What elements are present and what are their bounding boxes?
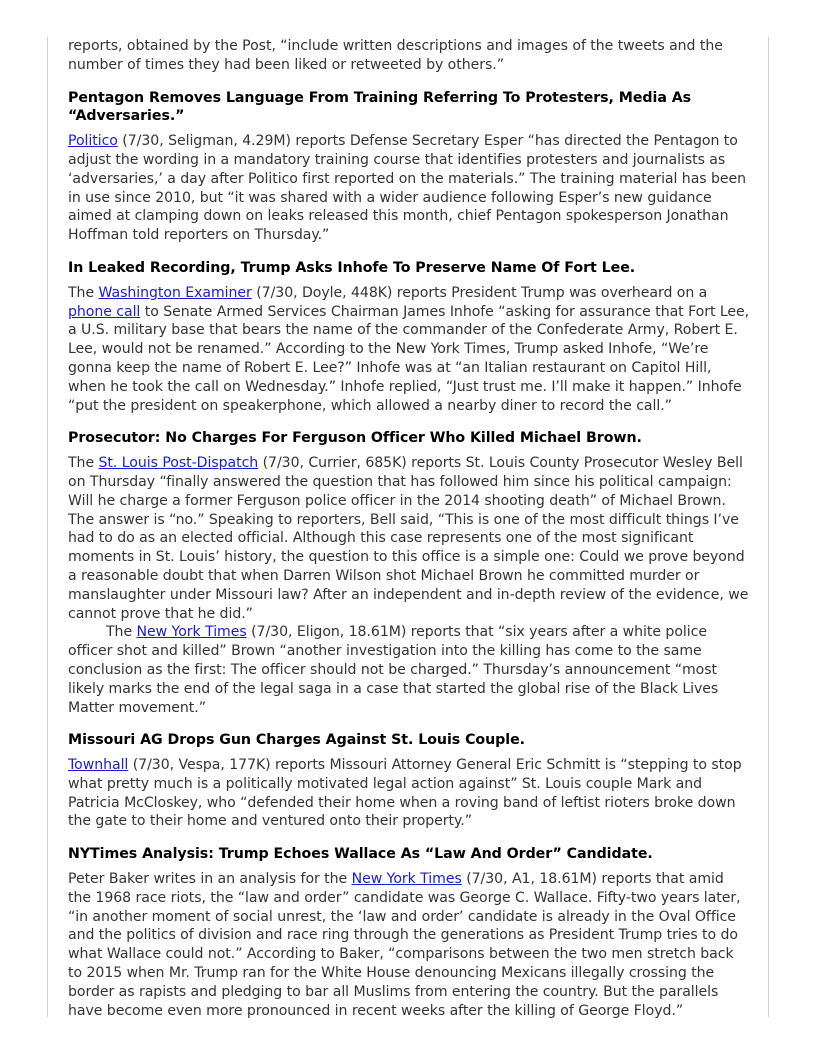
paragraph-text: Peter Baker writes in an analysis for the xyxy=(68,871,352,888)
paragraph-text: (7/30, Seligman, 4.29M) reports Defense Secretary Esper “has directed the Pentagon to adjust the wording in a mandatory training course that identifies protesters and journalists as ‘adversaries,’ a day after Politico first reported on the materials.” The training material has been in use since 2010, but “it was shared with a wider audience following Esper’s new guidance aimed at clamping down on leaks released this month, chief Pentagon spokesperson Jonathan Hoffman told reporters on Thursday.” xyxy=(68,133,747,244)
paragraph-text: (7/30, Eligon, 18.61M) reports that “six years after a white police officer shot and killed” Brown “another investigation into the killing has come to the same conclusion as the first: The officer should not be charged.” Thursday’s announcement “most likely marks the end of the legal saga in a case that started the global rise of the Black Lives Matter movement.” xyxy=(68,624,719,716)
source-link-new-york-times[interactable]: New York Times xyxy=(351,871,462,888)
article-pentagon-training xyxy=(68,89,750,245)
article-headline: In Leaked Recording, Trump Asks Inhofe To Preserve Name Of Fort Lee. xyxy=(68,259,636,276)
phone-call-link[interactable]: phone call xyxy=(68,303,141,320)
article-headline: NYTimes Analysis: Trump Echoes Wallace As “Law And Order” Candidate. xyxy=(68,846,653,863)
paragraph-text: The xyxy=(68,284,99,301)
article-ferguson xyxy=(68,429,750,717)
article-paragraph xyxy=(68,132,750,245)
article-fort-lee xyxy=(68,259,750,415)
source-link-new-york-times[interactable]: New York Times xyxy=(136,624,247,641)
paragraph-text: (7/30, Doyle, 448K) reports President Trump was overheard on a xyxy=(251,284,708,301)
article-headline: Pentagon Removes Language From Training Referring To Protesters, Media As “Adversaries.” xyxy=(68,89,692,125)
article-headline: Prosecutor: No Charges For Ferguson Officer Who Killed Michael Brown. xyxy=(68,430,642,447)
article-paragraph xyxy=(68,284,750,416)
paragraph-text: The xyxy=(106,624,137,641)
paragraph-text: The xyxy=(68,455,99,472)
article-paragraph xyxy=(68,870,750,1020)
source-link-townhall[interactable]: Townhall xyxy=(68,757,129,774)
article-paragraph xyxy=(68,756,750,831)
source-link-st-louis-post-dispatch[interactable]: St. Louis Post-Dispatch xyxy=(98,455,259,472)
source-link-washington-examiner[interactable]: Washington Examiner xyxy=(98,284,252,301)
paragraph-text: to Senate Armed Services Chairman James Inhofe “asking for assurance that Fort Lee, a U.S. military base that bears the name of the commander of the Confederate Army, Robert E. Lee, would not be renamed.” According to the New York Times, Trump asked Inhofe, “We’re gonna keep the name of Robert E. Lee?” Inhofe was at “an Italian restaurant on Capitol Hill, when he took the call on Wednesday.” Inhofe replied, “Just trust me. I’ll make it happen.” Inhofe “put the president on speakerphone, which allowed a nearby diner to record the call.” xyxy=(68,303,750,414)
article-headline: Missouri AG Drops Gun Charges Against St. Louis Couple. xyxy=(68,732,526,749)
news-briefing-content xyxy=(68,37,750,1034)
paragraph-text: (7/30, Currier, 685K) reports St. Louis County Prosecutor Wesley Bell on Thursday “finally answered the question that has followed him since his political campaign: Will he charge a former Ferguson police officer in the 2014 shooting death” of Michael Brown. The answer is “no.” Speaking to reporters, Bell said, “This is one of the most difficult things I’ve had to do as an elected official. Although this case represents one of the most significant moments in St. Louis’ history, the question to this office is a simple one: Could we prove beyond a reasonable doubt that when Darren Wilson shot Michael Brown he committed murder or manslaughter under Missouri law? After an independent and in-depth review of the evidence, we cannot prove that he did.” xyxy=(68,455,749,622)
source-link-politico[interactable]: Politico xyxy=(68,133,118,150)
paragraph-text: (7/30, Vespa, 177K) reports Missouri Attorney General Eric Schmitt is “stepping to stop what pretty much is a politically motivated legal action against” St. Louis couple Mark and Patricia McCloskey, who “defended their home when a roving band of leftist rioters broke down the gate to their home and ventured onto their property.” xyxy=(68,757,742,830)
continued-paragraph: reports, obtained by the Post, “include written descriptions and images of the tweets and the number of times they had been liked or retweeted by others.” xyxy=(68,38,723,73)
article-nytimes-analysis xyxy=(68,845,750,1020)
article-paragraph xyxy=(68,623,750,717)
article-paragraph xyxy=(68,454,750,623)
paragraph-text: (7/30, A1, 18.61M) reports that amid the 1968 race riots, the “law and order” candidate was George C. Wallace. Fifty-two years later, “in another moment of social unrest, the ‘law and order’ candidate is already in the Oval Office and the politics of division and race ring through the generations as President Trump tries to do what Wallace could not.” According to Baker, “comparisons between the two men stretch back to 2015 when Mr. Trump ran for the White House denouncing Mexicans illegally crossing the border as rapists and pledging to bar all Muslims from entering the country. But the parallels have become even more pronounced in recent weeks after the killing of George Floyd.” xyxy=(68,871,741,1019)
article-missouri-ag xyxy=(68,731,750,831)
